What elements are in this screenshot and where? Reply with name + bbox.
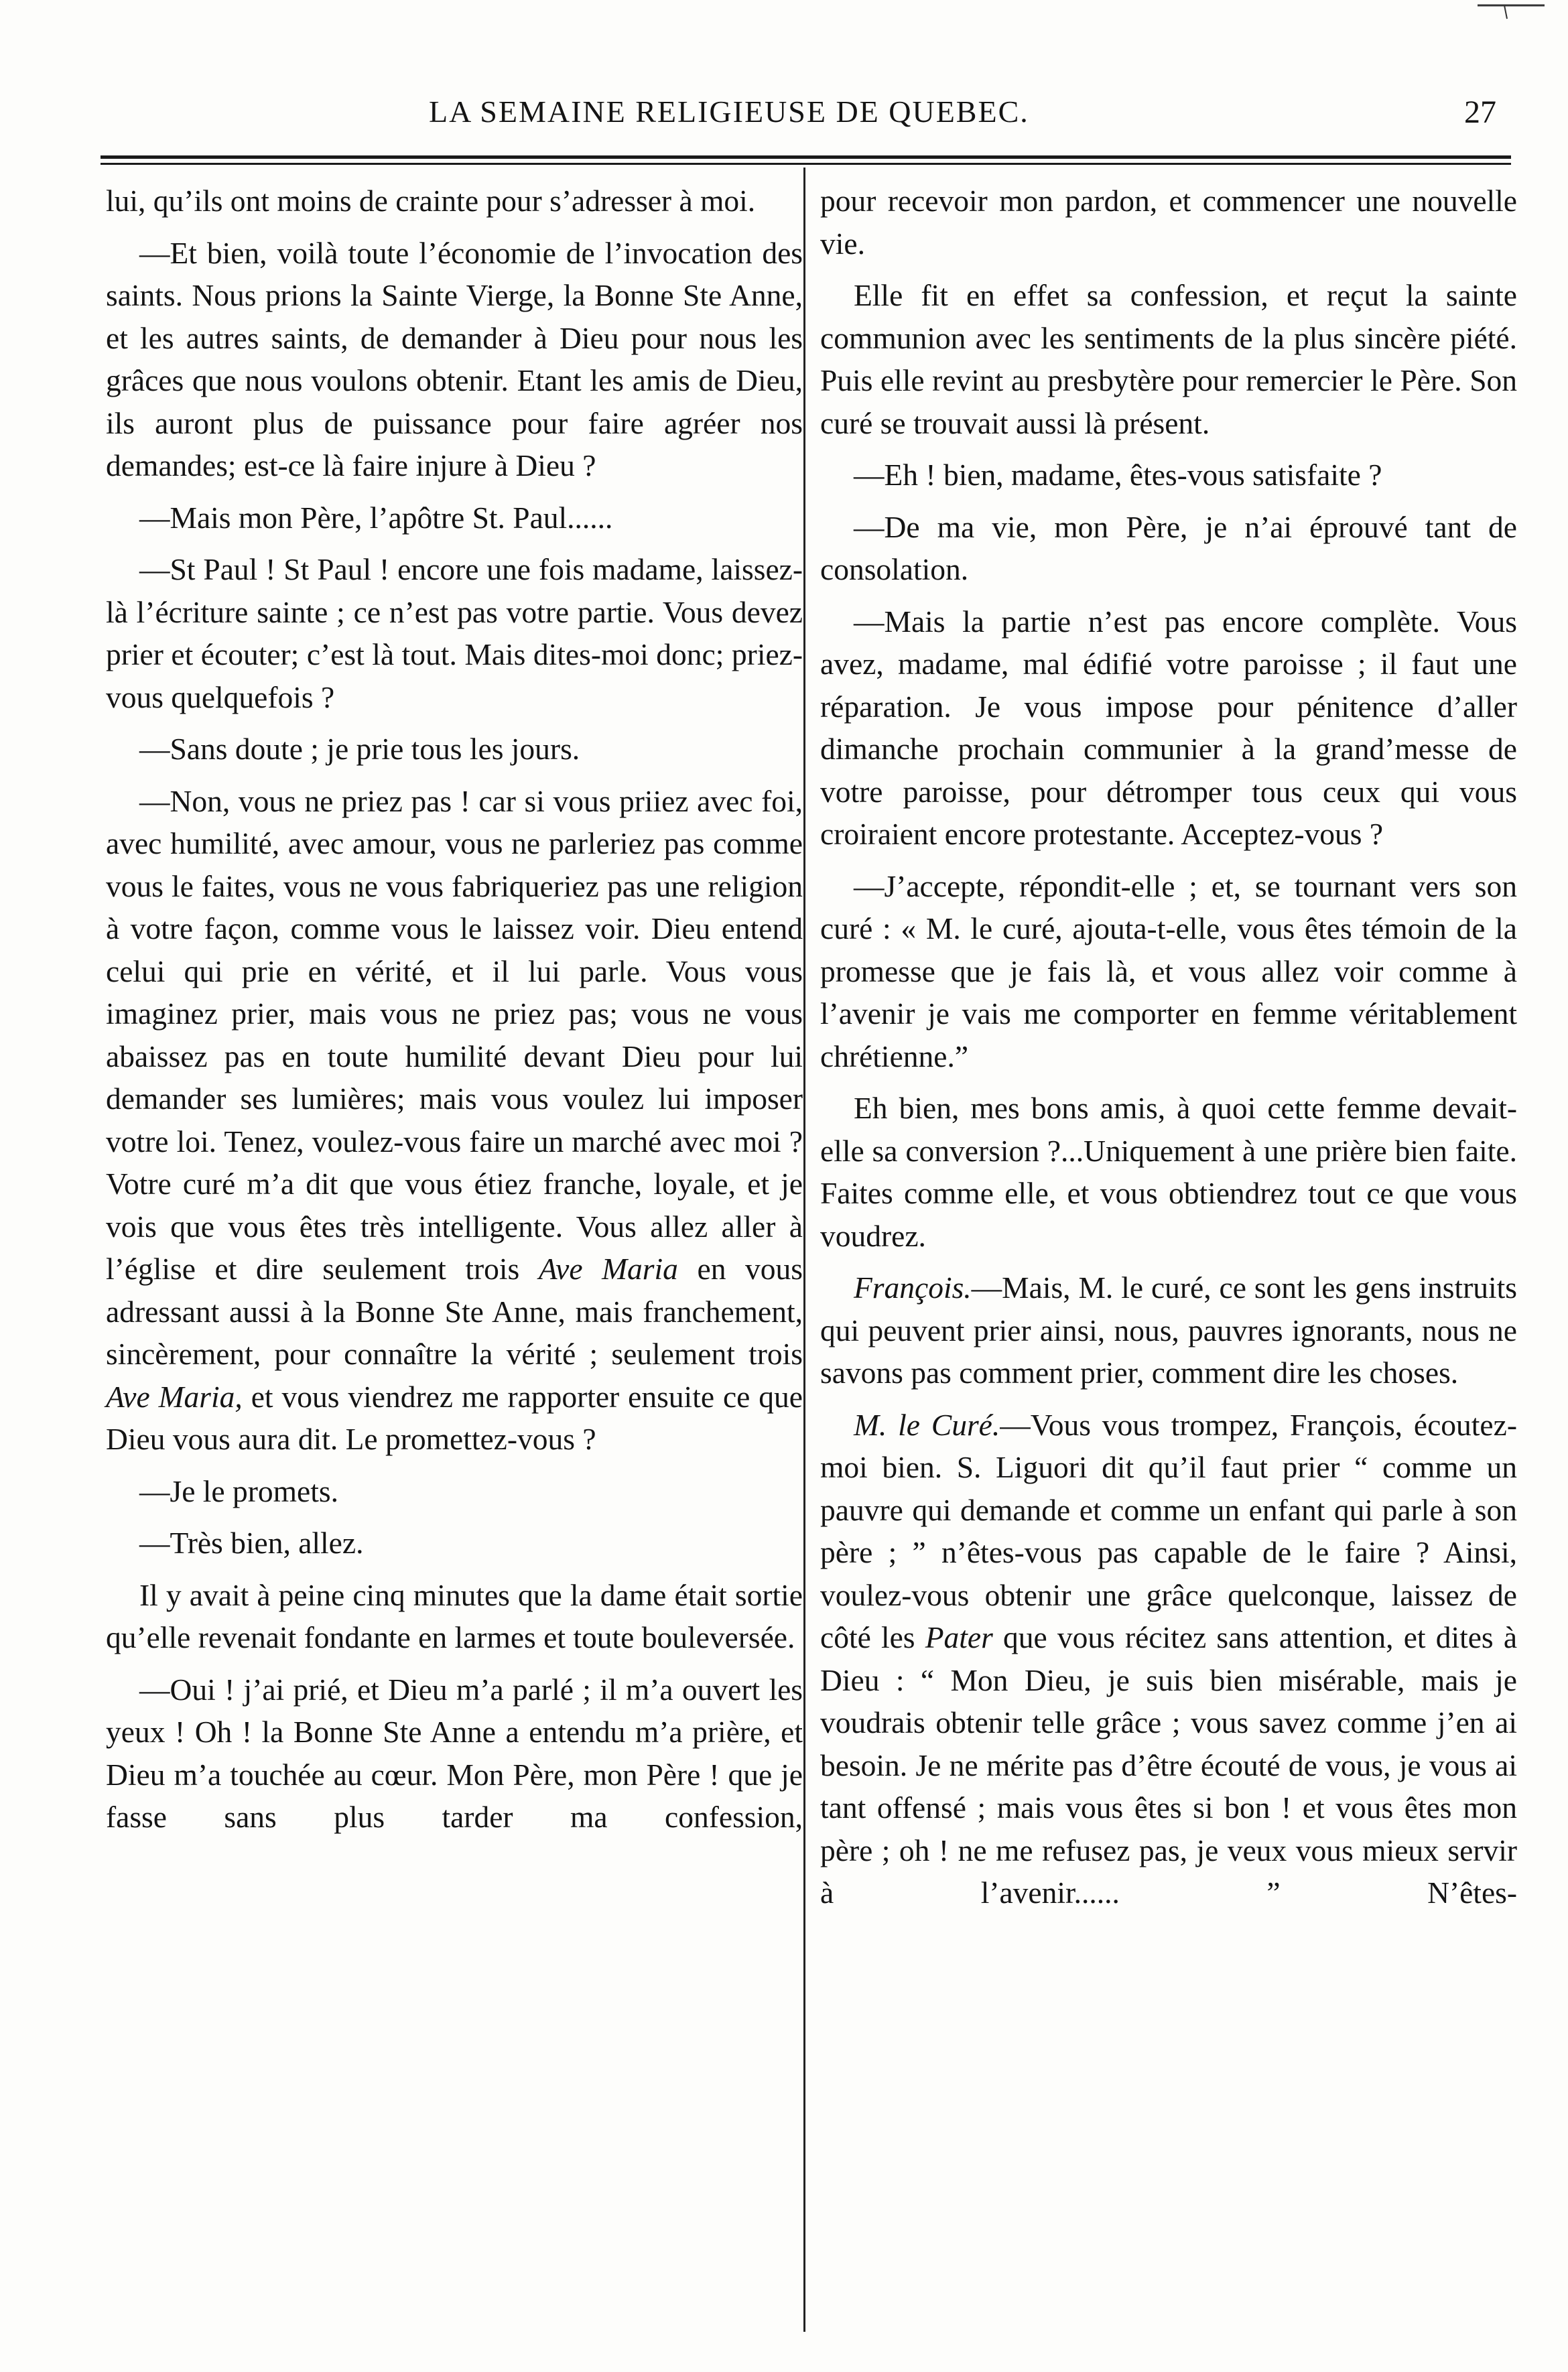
italic-term: Ave Maria, (106, 1379, 243, 1414)
paragraph: Elle fit en effet sa confession, et reçut la sainte communion avec les sentiments de la plus sincère piété. Puis elle revint au presbytère pour remercier le Père. Son curé se trouvait aussi là présent. (820, 278, 1517, 440)
page-number: 27 (1464, 94, 1496, 130)
paragraph: lui, qu’ils ont moins de crainte pour s’adresser à moi. (106, 184, 756, 218)
text-run: —Mais, M. le curé, ce sont les gens instruits qui peuvent prier ainsi, nous, pauvres ignorants, nous ne savons pas comment prier, comment dire les choses. (820, 1270, 1517, 1390)
paragraph: —Je le promets. (139, 1473, 338, 1508)
left-column (106, 180, 803, 1839)
text-run: —Non, vous ne priez pas ! car si vous priiez avec foi, avec humilité, avec amour, vous ne parleriez pas comme vous le faites, vous ne vous fabriqueriez pas une religion à votre façon, comme vous le laissez voir. Dieu entend celui qui prie en vérité, et il lui parle. Vous vous imaginez prier, mais vous ne priez pas; vous ne vous abaissez pas en toute humilité devant Dieu pour lui demander ses lumières; mais vous voulez lui imposer votre loi. Tenez, voulez-vous faire un marché avec moi ? Votre curé m’a dit que vous étiez franche, loyale, et je vois que vous êtes très intelligente. Vous allez aller à l’église et dire seulement trois (106, 783, 803, 1286)
text-run: et vous viendrez me rapporter ensuite ce que Dieu vous aura dit. Le promettez-vous ? (106, 1379, 803, 1456)
paragraph: —J’accepte, répondit-elle ; et, se tournant vers son curé : « M. le curé, ajouta-t-elle, vous êtes témoin de la promesse que je fais là, et vous allez voir comme à l’avenir je vais me comporter en femme véritablement chrétienne.” (820, 868, 1517, 1073)
paragraph: Il y avait à peine cinq minutes que la dame était sortie qu’elle revenait fondante en larmes et toute bouleversée. (106, 1577, 803, 1654)
italic-term: Ave Maria (538, 1252, 678, 1286)
speaker-name: François. (854, 1270, 972, 1305)
paragraph: —Sans doute ; je prie tous les jours. (139, 732, 580, 766)
text-run: —Vous vous trompez, François, écoutez-moi bien. S. Liguori dit qu’il faut prier “ comme un pauvre qui demande et comme un enfant qui parle à son père ; ” n’êtes-vous pas capable de le faire ? Ainsi, voulez-vous obtenir une grâce quelconque, laissez de côté les (820, 1407, 1517, 1654)
paragraph: —Très bien, allez. (139, 1526, 364, 1560)
paragraph: Eh bien, mes bons amis, à quoi cette femme devait-elle sa conversion ?...Uniquement à une prière bien faite. Faites comme elle, et vous obtiendrez tout ce que vous voudrez. (820, 1091, 1517, 1253)
paragraph: —Eh ! bien, madame, êtes-vous satisfaite ? (854, 458, 1382, 492)
corner-scan-mark (1478, 0, 1545, 20)
right-column (820, 180, 1517, 1914)
paragraph: —Mais la partie n’est pas encore complète. Vous avez, madame, mal édifié votre paroisse ; il faut une réparation. Je vous impose pour pénitence d’aller dimanche prochain communier à la grand’messe de votre paroisse, pour détromper tous ceux qui vous croiraient encore protestante. Acceptez-vous ? (820, 604, 1517, 851)
paragraph: —Mais mon Père, l’apôtre St. Paul...... (139, 500, 613, 535)
paragraph: —Et bien, voilà toute l’économie de l’invocation des saints. Nous prions la Sainte Vierge, la Bonne Ste Anne, et les autres saints, de demander à Dieu pour nous les grâces que nous voulons obtenir. Etant les amis de Dieu, ils auront plus de puissance pour faire agréer nos demandes; est-ce là faire injure à Dieu ? (106, 235, 803, 482)
italic-term: Pater (925, 1620, 993, 1654)
paragraph (106, 780, 803, 1461)
paragraph (820, 1404, 1517, 1914)
header-rule-bottom (101, 163, 1511, 165)
page-header-title: LA SEMAINE RELIGIEUSE DE QUEBEC. (429, 94, 1029, 129)
text-run: en vous adressant aussi à la Bonne Ste Anne, mais franchement, sincèrement, pour connaître la vérité ; seulement trois (106, 1252, 803, 1371)
text-run: que vous récitez sans attention, et dites à Dieu : “ Mon Dieu, je suis bien misérable, mais je voudrais obtenir telle grâce ; vous savez comme j’en ai besoin. Je ne mérite pas d’être écouté de vous, je vous ai tant offensé ; mais vous êtes si bon ! et vous êtes mon père ; oh ! ne me refusez pas, je veux vous mieux servir à l’avenir...... ” N’êtes- (820, 1620, 1518, 1910)
paragraph: —De ma vie, mon Père, je n’ai éprouvé tant de consolation. (820, 509, 1517, 586)
speaker-name: M. le Curé. (854, 1407, 1000, 1442)
paragraph: pour recevoir mon pardon, et commencer une nouvelle vie. (820, 184, 1517, 261)
header-rule-top (101, 155, 1511, 159)
paragraph: —Oui ! j’ai prié, et Dieu m’a parlé ; il m’a ouvert les yeux ! Oh ! la Bonne Ste Anne a entendu m’a prière, et Dieu m’a touchée au cœur. Mon Père, mon Père ! que je fasse sans plus tarder ma confession, (106, 1672, 803, 1834)
paragraph: —St Paul ! St Paul ! encore une fois madame, laissez-là l’écriture sainte ; ce n’est pas votre partie. Vous devez prier et écouter; c’est là tout. Mais dites-moi donc; priez-vous quelquefois ? (106, 552, 803, 714)
column-divider (803, 168, 805, 2332)
paragraph (820, 1266, 1517, 1394)
